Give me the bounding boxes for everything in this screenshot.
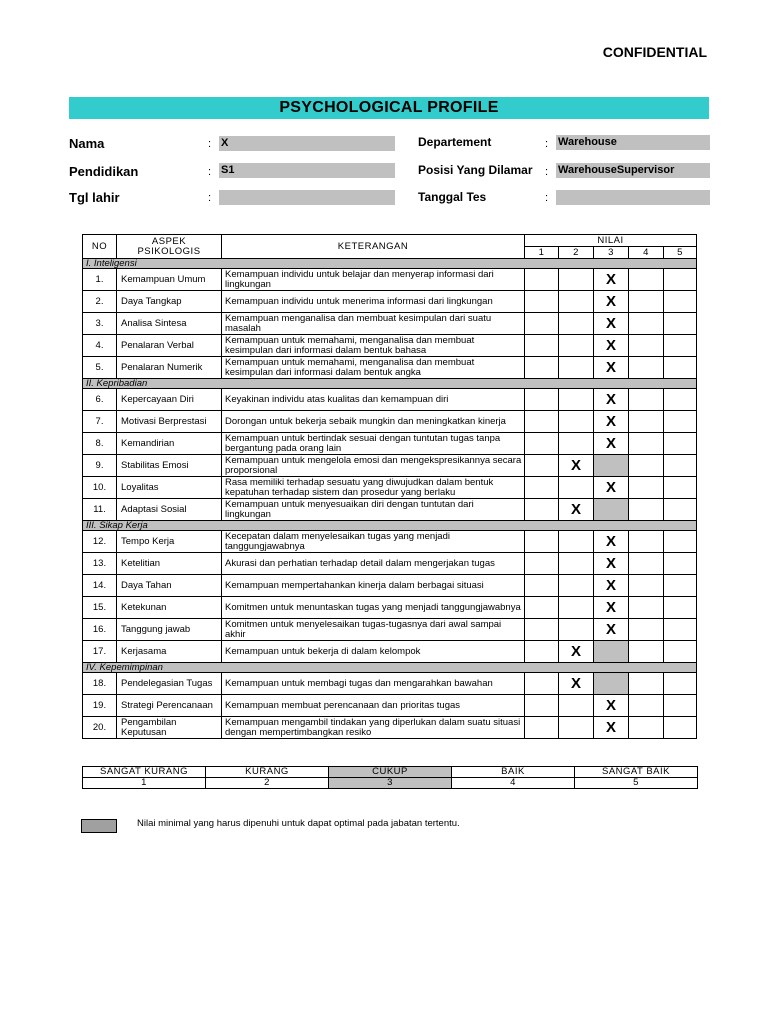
score-cell-4: [629, 335, 664, 357]
row-aspek: Pengambilan Keputusan: [117, 717, 222, 739]
score-cell-2: [559, 313, 594, 335]
table-row: [83, 695, 697, 717]
section-title: II. Kepribadian: [83, 379, 697, 389]
table-row: [83, 313, 697, 335]
legend-value-5: 5: [575, 778, 698, 789]
score-cell-5: [664, 717, 697, 739]
header-nilai: NILAI: [525, 235, 697, 247]
row-number: 2.: [83, 291, 117, 313]
row-number: 13.: [83, 553, 117, 575]
legend-value-3: 3: [329, 778, 452, 789]
nama-value: X: [219, 136, 395, 151]
table-row: [83, 389, 697, 411]
departement-label: Departement: [418, 135, 492, 149]
score-cell-4: [629, 291, 664, 313]
score-mark-3: X: [594, 619, 629, 641]
score-mark-3: X: [594, 575, 629, 597]
table-row: [83, 531, 697, 553]
legend-label-1: SANGAT KURANG: [83, 767, 206, 778]
page-title: PSYCHOLOGICAL PROFILE: [69, 97, 709, 119]
row-aspek: Stabilitas Emosi: [117, 455, 222, 477]
tanggal-tes-label: Tanggal Tes: [418, 190, 487, 204]
score-cell-2: [559, 389, 594, 411]
row-keterangan: Kemampuan untuk menyesuaikan diri dengan tuntutan dari lingkungan: [222, 499, 525, 521]
table-row: [83, 291, 697, 313]
row-aspek: Penalaran Verbal: [117, 335, 222, 357]
row-keterangan: Kemampuan mengambil tindakan yang diperlukan dalam suatu situasi dengan mempertimbangkan resiko: [222, 717, 525, 739]
score-cell-4: [629, 477, 664, 499]
score-cell-5: [664, 411, 697, 433]
row-number: 1.: [83, 269, 117, 291]
score-cell-4: [629, 269, 664, 291]
score-cell-4: [629, 433, 664, 455]
row-keterangan: Akurasi dan perhatian terhadap detail dalam mengerjakan tugas: [222, 553, 525, 575]
table-row: [83, 553, 697, 575]
minimum-score-swatch: [81, 819, 117, 833]
score-mark-3: X: [594, 313, 629, 335]
row-number: 15.: [83, 597, 117, 619]
score-cell-4: [629, 553, 664, 575]
tanggal-tes-colon: :: [545, 192, 549, 204]
score-cell-4: [629, 619, 664, 641]
score-cell-2: [559, 335, 594, 357]
score-cell-2: [559, 553, 594, 575]
row-number: 9.: [83, 455, 117, 477]
row-aspek: Kepercayaan Diri: [117, 389, 222, 411]
row-keterangan: Keyakinan individu atas kualitas dan kemampuan diri: [222, 389, 525, 411]
score-cell-4: [629, 695, 664, 717]
score-mark-3: X: [594, 597, 629, 619]
score-cell-1: [525, 531, 559, 553]
row-aspek: Tempo Kerja: [117, 531, 222, 553]
legend-label-4: BAIK: [452, 767, 575, 778]
departement-value: Warehouse: [556, 135, 710, 150]
row-keterangan: Kemampuan menganalisa dan membuat kesimpulan dari suatu masalah: [222, 313, 525, 335]
row-aspek: Kemampuan Umum: [117, 269, 222, 291]
score-cell-4: [629, 389, 664, 411]
score-cell-2: [559, 477, 594, 499]
tgl-lahir-value: [219, 190, 395, 205]
row-aspek: Pendelegasian Tugas: [117, 673, 222, 695]
nama-colon: :: [208, 138, 212, 150]
legend-label-5: SANGAT BAIK: [575, 767, 698, 778]
score-cell-1: [525, 553, 559, 575]
score-cell-4: [629, 531, 664, 553]
score-mark-3: X: [594, 411, 629, 433]
header-keterangan: KETERANGAN: [222, 235, 525, 259]
score-cell-1: [525, 499, 559, 521]
score-cell-1: [525, 335, 559, 357]
score-cell-5: [664, 335, 697, 357]
score-cell-5: [664, 673, 697, 695]
row-number: 4.: [83, 335, 117, 357]
score-legend: [82, 766, 698, 789]
table-row: [83, 455, 697, 477]
row-number: 16.: [83, 619, 117, 641]
score-cell-5: [664, 313, 697, 335]
header-aspek: ASPEK PSIKOLOGIS: [117, 235, 222, 259]
score-cell-4: [629, 411, 664, 433]
score-cell-2: [559, 717, 594, 739]
score-mark-3: X: [594, 291, 629, 313]
score-mark-3: X: [594, 717, 629, 739]
row-keterangan: Kemampuan untuk mengelola emosi dan mengekspresikannya secara proporsional: [222, 455, 525, 477]
score-cell-2: [559, 619, 594, 641]
row-keterangan: Kemampuan mempertahankan kinerja dalam berbagai situasi: [222, 575, 525, 597]
score-cell-5: [664, 619, 697, 641]
header-no: NO: [83, 235, 117, 259]
confidential-label: CONFIDENTIAL: [602, 44, 707, 60]
row-aspek: Daya Tangkap: [117, 291, 222, 313]
score-cell-1: [525, 695, 559, 717]
score-mark-3: X: [594, 477, 629, 499]
table-row: [83, 335, 697, 357]
score-mark-2: X: [559, 455, 594, 477]
score-mark-2: X: [559, 641, 594, 663]
score-cell-1: [525, 477, 559, 499]
assessment-table-body: [83, 259, 697, 739]
assessment-table: [82, 234, 697, 739]
score-cell-5: [664, 531, 697, 553]
score-cell-3: [594, 455, 629, 477]
score-cell-1: [525, 357, 559, 379]
table-row: [83, 433, 697, 455]
row-number: 18.: [83, 673, 117, 695]
score-cell-5: [664, 389, 697, 411]
score-cell-1: [525, 389, 559, 411]
score-cell-4: [629, 673, 664, 695]
row-number: 19.: [83, 695, 117, 717]
score-cell-4: [629, 455, 664, 477]
score-cell-4: [629, 357, 664, 379]
row-keterangan: Kemampuan individu untuk belajar dan menyerap informasi dari lingkungan: [222, 269, 525, 291]
row-aspek: Adaptasi Sosial: [117, 499, 222, 521]
row-keterangan: Kemampuan untuk memahami, menganalisa dan membuat kesimpulan dari informasi dalam bentuk angka: [222, 357, 525, 379]
table-row: [83, 477, 697, 499]
posisi-label: Posisi Yang Dilamar: [418, 163, 533, 177]
section-title: III. Sikap Kerja: [83, 521, 697, 531]
score-cell-1: [525, 619, 559, 641]
row-aspek: Ketelitian: [117, 553, 222, 575]
table-row: [83, 673, 697, 695]
table-row: [83, 269, 697, 291]
row-keterangan: Dorongan untuk bekerja sebaik mungkin dan meningkatkan kinerja: [222, 411, 525, 433]
pendidikan-value: S1: [219, 163, 395, 178]
score-cell-3: [594, 673, 629, 695]
pendidikan-label: Pendidikan: [69, 164, 139, 179]
score-cell-4: [629, 597, 664, 619]
score-cell-5: [664, 291, 697, 313]
score-cell-5: [664, 553, 697, 575]
nama-label: Nama: [69, 136, 105, 151]
row-number: 7.: [83, 411, 117, 433]
row-number: 17.: [83, 641, 117, 663]
row-aspek: Kerjasama: [117, 641, 222, 663]
score-mark-3: X: [594, 357, 629, 379]
row-keterangan: Kemampuan membuat perencanaan dan prioritas tugas: [222, 695, 525, 717]
legend-value-2: 2: [206, 778, 329, 789]
score-cell-1: [525, 717, 559, 739]
score-cell-2: [559, 695, 594, 717]
table-row: [83, 641, 697, 663]
tgl-lahir-colon: :: [208, 192, 212, 204]
score-cell-5: [664, 433, 697, 455]
row-aspek: Ketekunan: [117, 597, 222, 619]
score-mark-3: X: [594, 433, 629, 455]
score-cell-5: [664, 641, 697, 663]
score-mark-3: X: [594, 389, 629, 411]
legend-label-2: KURANG: [206, 767, 329, 778]
tgl-lahir-label: Tgl lahir: [69, 190, 120, 205]
legend-value-1: 1: [83, 778, 206, 789]
score-cell-4: [629, 641, 664, 663]
table-row: [83, 717, 697, 739]
score-cell-5: [664, 695, 697, 717]
score-cell-5: [664, 269, 697, 291]
row-number: 11.: [83, 499, 117, 521]
score-cell-4: [629, 313, 664, 335]
score-cell-2: [559, 291, 594, 313]
score-cell-1: [525, 269, 559, 291]
score-mark-3: X: [594, 531, 629, 553]
row-keterangan: Kemampuan untuk bertindak sesuai dengan tuntutan tugas tanpa bergantung pada orang lain: [222, 433, 525, 455]
row-aspek: Strategi Perencanaan: [117, 695, 222, 717]
score-cell-1: [525, 433, 559, 455]
row-aspek: Motivasi Berprestasi: [117, 411, 222, 433]
score-cell-1: [525, 641, 559, 663]
row-keterangan: Kemampuan untuk membagi tugas dan mengarahkan bawahan: [222, 673, 525, 695]
score-cell-2: [559, 269, 594, 291]
score-cell-4: [629, 575, 664, 597]
table-row: [83, 575, 697, 597]
header-score-2: 2: [559, 247, 594, 259]
table-row: [83, 597, 697, 619]
score-cell-4: [629, 499, 664, 521]
header-score-3: 3: [594, 247, 629, 259]
score-cell-1: [525, 291, 559, 313]
header-score-4: 4: [629, 247, 664, 259]
score-cell-2: [559, 531, 594, 553]
score-cell-1: [525, 411, 559, 433]
minimum-score-note: Nilai minimal yang harus dipenuhi untuk dapat optimal pada jabatan tertentu.: [137, 818, 460, 829]
row-keterangan: Komitmen untuk menuntaskan tugas yang menjadi tanggungjawabnya: [222, 597, 525, 619]
score-cell-5: [664, 499, 697, 521]
row-aspek: Penalaran Numerik: [117, 357, 222, 379]
score-cell-1: [525, 597, 559, 619]
score-cell-4: [629, 717, 664, 739]
row-aspek: Daya Tahan: [117, 575, 222, 597]
row-number: 12.: [83, 531, 117, 553]
score-mark-3: X: [594, 553, 629, 575]
tanggal-tes-value: [556, 190, 710, 205]
score-mark-3: X: [594, 335, 629, 357]
row-number: 5.: [83, 357, 117, 379]
score-cell-5: [664, 477, 697, 499]
row-aspek: Analisa Sintesa: [117, 313, 222, 335]
row-keterangan: Kemampuan individu untuk menerima informasi dari lingkungan: [222, 291, 525, 313]
row-aspek: Kemandirian: [117, 433, 222, 455]
score-cell-2: [559, 357, 594, 379]
legend-label-3: CUKUP: [329, 767, 452, 778]
row-number: 14.: [83, 575, 117, 597]
score-cell-3: [594, 641, 629, 663]
departement-colon: :: [545, 138, 549, 150]
pendidikan-colon: :: [208, 166, 212, 178]
row-keterangan: Rasa memiliki terhadap sesuatu yang diwujudkan dalam bentuk kepatuhan terhadap sistem dan prosedur yang berlaku: [222, 477, 525, 499]
legend-value-4: 4: [452, 778, 575, 789]
table-row: [83, 499, 697, 521]
score-cell-1: [525, 575, 559, 597]
score-cell-2: [559, 597, 594, 619]
score-cell-5: [664, 455, 697, 477]
score-mark-3: X: [594, 695, 629, 717]
posisi-colon: :: [545, 166, 549, 178]
score-cell-1: [525, 313, 559, 335]
score-cell-2: [559, 575, 594, 597]
row-number: 3.: [83, 313, 117, 335]
section-title: IV. Kepemimpinan: [83, 663, 697, 673]
row-aspek: Loyalitas: [117, 477, 222, 499]
row-keterangan: Kemampuan untuk bekerja di dalam kelompok: [222, 641, 525, 663]
score-cell-1: [525, 455, 559, 477]
section-title: I. Inteligensi: [83, 259, 697, 269]
posisi-value: WarehouseSupervisor: [556, 163, 710, 178]
row-number: 6.: [83, 389, 117, 411]
header-score-1: 1: [525, 247, 559, 259]
header-score-5: 5: [664, 247, 697, 259]
row-number: 8.: [83, 433, 117, 455]
score-cell-2: [559, 433, 594, 455]
table-row: [83, 619, 697, 641]
score-mark-2: X: [559, 499, 594, 521]
row-keterangan: Kecepatan dalam menyelesaikan tugas yang menjadi tanggungjawabnya: [222, 531, 525, 553]
table-row: [83, 411, 697, 433]
score-cell-5: [664, 575, 697, 597]
score-mark-2: X: [559, 673, 594, 695]
row-aspek: Tanggung jawab: [117, 619, 222, 641]
row-keterangan: Komitmen untuk menyelesaikan tugas-tugasnya dari awal sampai akhir: [222, 619, 525, 641]
row-number: 20.: [83, 717, 117, 739]
table-row: [83, 357, 697, 379]
score-cell-3: [594, 499, 629, 521]
score-cell-1: [525, 673, 559, 695]
score-cell-2: [559, 411, 594, 433]
score-cell-5: [664, 357, 697, 379]
row-keterangan: Kemampuan untuk memahami, menganalisa dan membuat kesimpulan dari informasi dalam bentuk bahasa: [222, 335, 525, 357]
score-mark-3: X: [594, 269, 629, 291]
row-number: 10.: [83, 477, 117, 499]
score-cell-5: [664, 597, 697, 619]
